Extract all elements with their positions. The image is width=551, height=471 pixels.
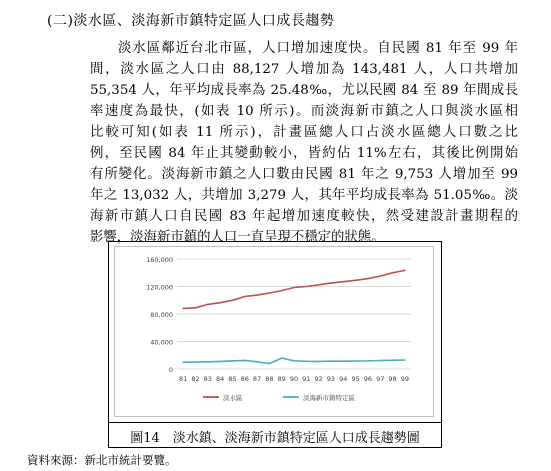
x-tick-label: 84 [215,375,225,383]
chart-frame [114,246,434,417]
x-tick-label: 85 [228,375,237,383]
population-line-chart [115,247,433,416]
x-tick-label: 83 [203,375,212,383]
x-tick-label: 82 [191,375,200,383]
data-point [367,360,369,362]
data-point [207,361,209,363]
data-point [306,286,308,288]
data-point [182,308,184,310]
paragraph-line: 間，淡水區之人口由 88,127 人增加為 143,481 人，人口共增加 [90,62,518,77]
data-point [281,290,283,292]
paragraph-line: 比較可知(如表 11 所示)，計畫區總人口占淡水區總人口數之比 [90,125,518,140]
data-point [318,284,320,286]
x-tick-label: 91 [302,375,311,383]
figure-box [108,241,442,448]
x-tick-label: 95 [351,375,360,383]
source-note: 資料來源：新北市統計要覽。 [27,453,177,467]
data-point [207,304,209,306]
y-tick-label: 0 [168,366,173,374]
x-tick-label: 89 [277,375,286,383]
paragraph-line: 海新市鎮人口自民國 83 年起增加速度較快，然受建設計畫期程的 [90,209,518,224]
x-tick-label: 90 [289,375,299,383]
body-paragraph [90,38,518,248]
x-tick-label: 81 [179,375,188,383]
data-point [269,292,271,294]
x-tick-label: 96 [363,375,373,383]
data-point [318,361,320,363]
data-point [293,287,295,289]
x-tick-label: 94 [339,375,348,383]
data-point [232,299,234,301]
data-point [269,363,271,365]
y-tick-label: 160,000 [146,256,173,264]
legend-label: 淡海新市鎮特定區 [303,394,355,402]
y-tick-label: 40,000 [150,338,173,347]
paragraph-line: 例，至民國 84 年止其變動較小，皆約佔 11%左右，其後比例開始 [90,146,518,161]
data-point [392,360,394,362]
x-tick-label: 87 [252,375,262,383]
data-point [330,282,332,284]
data-point [342,360,344,362]
data-point [355,280,357,282]
data-point [404,270,406,272]
data-point [195,361,197,363]
paragraph-line: 影響，淡海新市鎮的人口一直呈現不穩定的狀態。 [90,230,385,245]
data-point [244,296,246,298]
paragraph-line: 有所變化。淡海新市鎮之人口數由民國 81 年之 9,753 人增加至 99 [90,167,518,182]
data-point [355,360,357,362]
x-tick-label: 86 [240,375,249,383]
section-heading: (二)淡水區、淡海新市鎮特定區人口成長趨勢 [47,13,335,29]
paragraph-line: 55,354 人，年平均成長率為 25.48‰，尤以民國 84 至 89 年間成長 [90,83,518,98]
data-point [195,307,197,309]
legend-label: 淡水區 [223,394,243,402]
paragraph-line: 年之 13,032 人，共增加 3,279 人，其年平均成長率為 51.05‰。淡 [90,188,518,203]
data-point [330,360,332,362]
paragraph-line: 率速度為最快，(如表 10 所示)。而淡海新市鎮之人口與淡水區相 [90,104,518,119]
data-point [244,360,246,362]
figure-caption: 圖14 淡水鎮、淡海新市鎮特定區人口成長趨勢圖 [109,422,441,446]
data-point [379,360,381,362]
data-point [306,361,308,363]
y-tick-label: 80,000 [150,311,173,319]
data-point [281,357,283,359]
data-point [256,361,258,363]
data-point [232,360,234,362]
data-point [219,302,221,304]
data-point [392,272,394,274]
data-point [404,359,406,361]
paragraph-line: 淡水區鄰近台北市區，人口增加速度快。自民國 81 年至 99 年 [118,41,518,56]
y-tick-label: 120,000 [146,283,173,292]
data-point [182,361,184,363]
x-tick-label: 92 [314,375,323,383]
x-tick-label: 88 [265,375,274,383]
data-point [342,281,344,283]
data-point [219,361,221,363]
x-tick-label: 97 [376,375,385,383]
x-tick-label: 99 [400,375,409,383]
series-line [183,270,405,308]
data-point [379,275,381,277]
x-tick-label: 98 [388,375,397,383]
x-tick-label: 93 [326,375,336,383]
data-point [367,278,369,280]
data-point [293,360,295,362]
data-point [256,294,258,296]
